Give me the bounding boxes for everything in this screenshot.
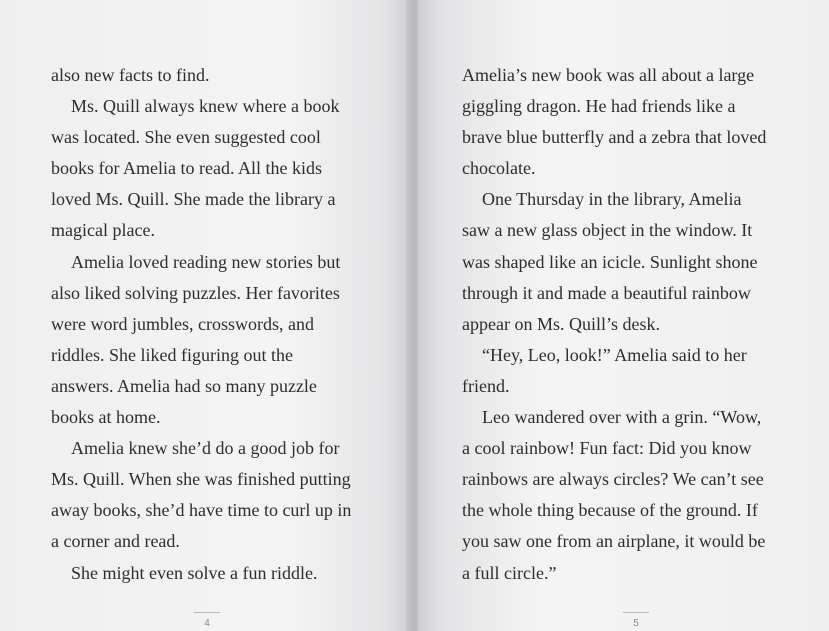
text-line: also liked solving puzzles. Her favorites bbox=[51, 282, 340, 303]
text-line: books at home. bbox=[51, 407, 161, 428]
text-line: the whole thing because of the ground. If bbox=[462, 500, 758, 521]
text-line: answers. Amelia had so many puzzle bbox=[51, 375, 317, 396]
text-line: was located. She even suggested cool bbox=[51, 127, 321, 148]
text-line: Amelia’s new book was all about a large bbox=[462, 65, 755, 85]
text-line: a cool rainbow! Fun fact: Did you know bbox=[462, 438, 752, 459]
text-line: friend. bbox=[462, 375, 510, 396]
text-line: away books, she’d have time to curl up in bbox=[51, 500, 352, 521]
text-line: One Thursday in the library, Amelia bbox=[482, 189, 742, 210]
left-page-text bbox=[51, 60, 396, 589]
text-line: also new facts to find. bbox=[51, 65, 210, 85]
text-line: rainbows are always circles? We can’t see bbox=[462, 469, 764, 490]
right-folio-rule bbox=[623, 612, 649, 613]
text-line: through it and made a beautiful rainbow bbox=[462, 282, 751, 303]
text-line: books for Amelia to read. All the kids bbox=[51, 158, 322, 179]
text-line: appear on Ms. Quill’s desk. bbox=[462, 313, 660, 334]
text-line: was shaped like an icicle. Sunlight shone bbox=[462, 251, 758, 272]
left-page bbox=[0, 0, 410, 631]
text-line: Ms. Quill. When she was finished putting bbox=[51, 469, 351, 490]
text-line: riddles. She liked figuring out the bbox=[51, 344, 293, 365]
left-folio-rule bbox=[194, 612, 220, 613]
text-line: brave blue butterfly and a zebra that loved bbox=[462, 127, 767, 148]
text-line: She might even solve a fun riddle. bbox=[71, 562, 318, 583]
text-line: giggling dragon. He had friends like a bbox=[462, 96, 736, 117]
right-page-text bbox=[462, 60, 812, 589]
left-page-number: 4 bbox=[204, 618, 210, 629]
text-line: magical place. bbox=[51, 220, 155, 241]
text-line: Amelia knew she’d do a good job for bbox=[71, 438, 340, 459]
text-line: you saw one from an airplane, it would be bbox=[462, 531, 766, 552]
text-line: saw a new glass object in the window. It bbox=[462, 220, 753, 241]
text-line: Amelia loved reading new stories but bbox=[71, 251, 341, 272]
right-page-number: 5 bbox=[633, 618, 639, 629]
text-line: chocolate. bbox=[462, 158, 536, 179]
text-line: Leo wandered over with a grin. “Wow, bbox=[482, 407, 762, 428]
text-line: were word jumbles, crosswords, and bbox=[51, 313, 314, 334]
text-line: a corner and read. bbox=[51, 531, 180, 552]
text-line: a full circle.” bbox=[462, 562, 557, 583]
text-line: loved Ms. Quill. She made the library a bbox=[51, 189, 336, 210]
right-page bbox=[418, 0, 829, 631]
text-line: “Hey, Leo, look!” Amelia said to her bbox=[482, 344, 747, 365]
text-line: Ms. Quill always knew where a book bbox=[71, 96, 340, 117]
